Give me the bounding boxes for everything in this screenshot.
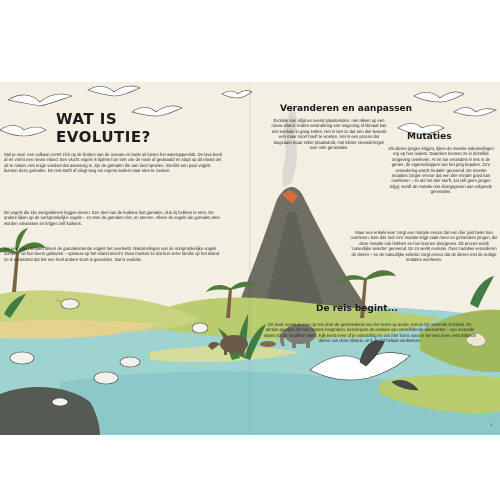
kuikens-paragraph: De vogels die zijn overgebleven leggen eieren. Een deel van de kuikens lust garnalen, dus zij hebben te eten. De andere lijken op de oorspronkelijke vogels – zo eten de garnalen niet, en sterven. Alleen de vogels die garnalen eten worden volwassen en krijgen zelf kuikens. [4, 210, 220, 226]
section-heading-mutaties: Mutaties [407, 132, 452, 142]
book-spread [0, 82, 500, 435]
section-text-selectie: Maar een enkele keer zorgt een mutatie ervoor dat een dier juist beter kan overleven. Een dier met zo'n mutatie krijgt vaak meer en gezondere jongen, die deze mutatie ook hebben en hun kunnen doorgeven. Dit proces wordt 'natuurlijke selectie' genoemd. En zo werkt evolutie. Over mutaties veranderen de dieren – en de natuurlijke selectie zorgt ervoor dat de dieren met de nuttige mutaties overleven. [350, 230, 498, 263]
section-heading-veranderen: Veranderen en aanpassen [280, 104, 413, 114]
section-text-reis: Dit boek neemt je mee op reis door de geschiedenis van het leven op aarde, met al zijn vreemde kronkels. De dertien paadjes die hier worden besproken, beschrijven de evolutie van verschillende diersoorten – van vreemde vissen tot de moderne mens. Kijk eerst even of je voorzichtig en ons hier komt, want er kennen meer verschillende dieren van deze historie, al is de tijd helaas verdwenen. [263, 322, 477, 344]
evolutie-paragraph: Na vele jaren hebben alleen de garnalenetende vogels het overleefd. Nakomelingen van de oorspronkelijke vogels komen – uit hun koers geblazen – opnieuw op het eiland terecht. Daar merken ze dat hun verre familie op het eiland zo is veranderd dat het een heel andere soort is geworden. Dat is evolutie. [4, 246, 220, 262]
section-heading-reis: De reis begint... [316, 304, 398, 314]
book-gutter [249, 82, 251, 435]
section-text-mutaties: Als dieren jongen krijgen, lijken de meeste nakomelingen erg op hun ouders. Daardoor kunnen ze in dezelfde omgeving overleven. Af en toe verandert er iets in de genen, de eigenschappen van het jong bepalen. Zo'n verandering wordt 'mutatie' genoemd. De meeste mutaties zorgen ervoor dat een dier minder goed kan overleven – en als het dier sterft, zal zelf geen jongen krijgt, wordt de mutatie niet doorgegeven aan volgende generaties. [388, 146, 494, 195]
section-text-veranderen: Evolutie kan altijd en overal plaatsvinden, niet alleen op een nieuw eiland. Iedere verandering van omgeving of klimaat kan een evolutie in gang zetten. Het is niet zo dat een dier bewust een maar soort hoeft te worden. Het is een proces dat langzaam maar zeker plaatsvindt, met kleine veranderingen over vele generaties. [271, 118, 387, 151]
page-number: 3 [490, 422, 493, 427]
page-title: WAT IS EVOLUTIE? [56, 110, 151, 146]
intro-paragraph: Stel je voor: een vulkaan vormt zich op de bodem van de oceaan en barst uit boven het wateroppervlak. De lava koelt af en vormt een nieuw eiland. Een vlucht vogels is tijdens hun trek van de route af gedwaald en stopt op dit eiland om uit te rusten. Het enige voedsel dat aanwezig is, zijn de garnalen die aan land spoelen. Slechts een paar vogels kunnen deze garnalen. De rest sterft of vliegt weg om ergens anders naar eten te zoeken. [4, 152, 222, 174]
